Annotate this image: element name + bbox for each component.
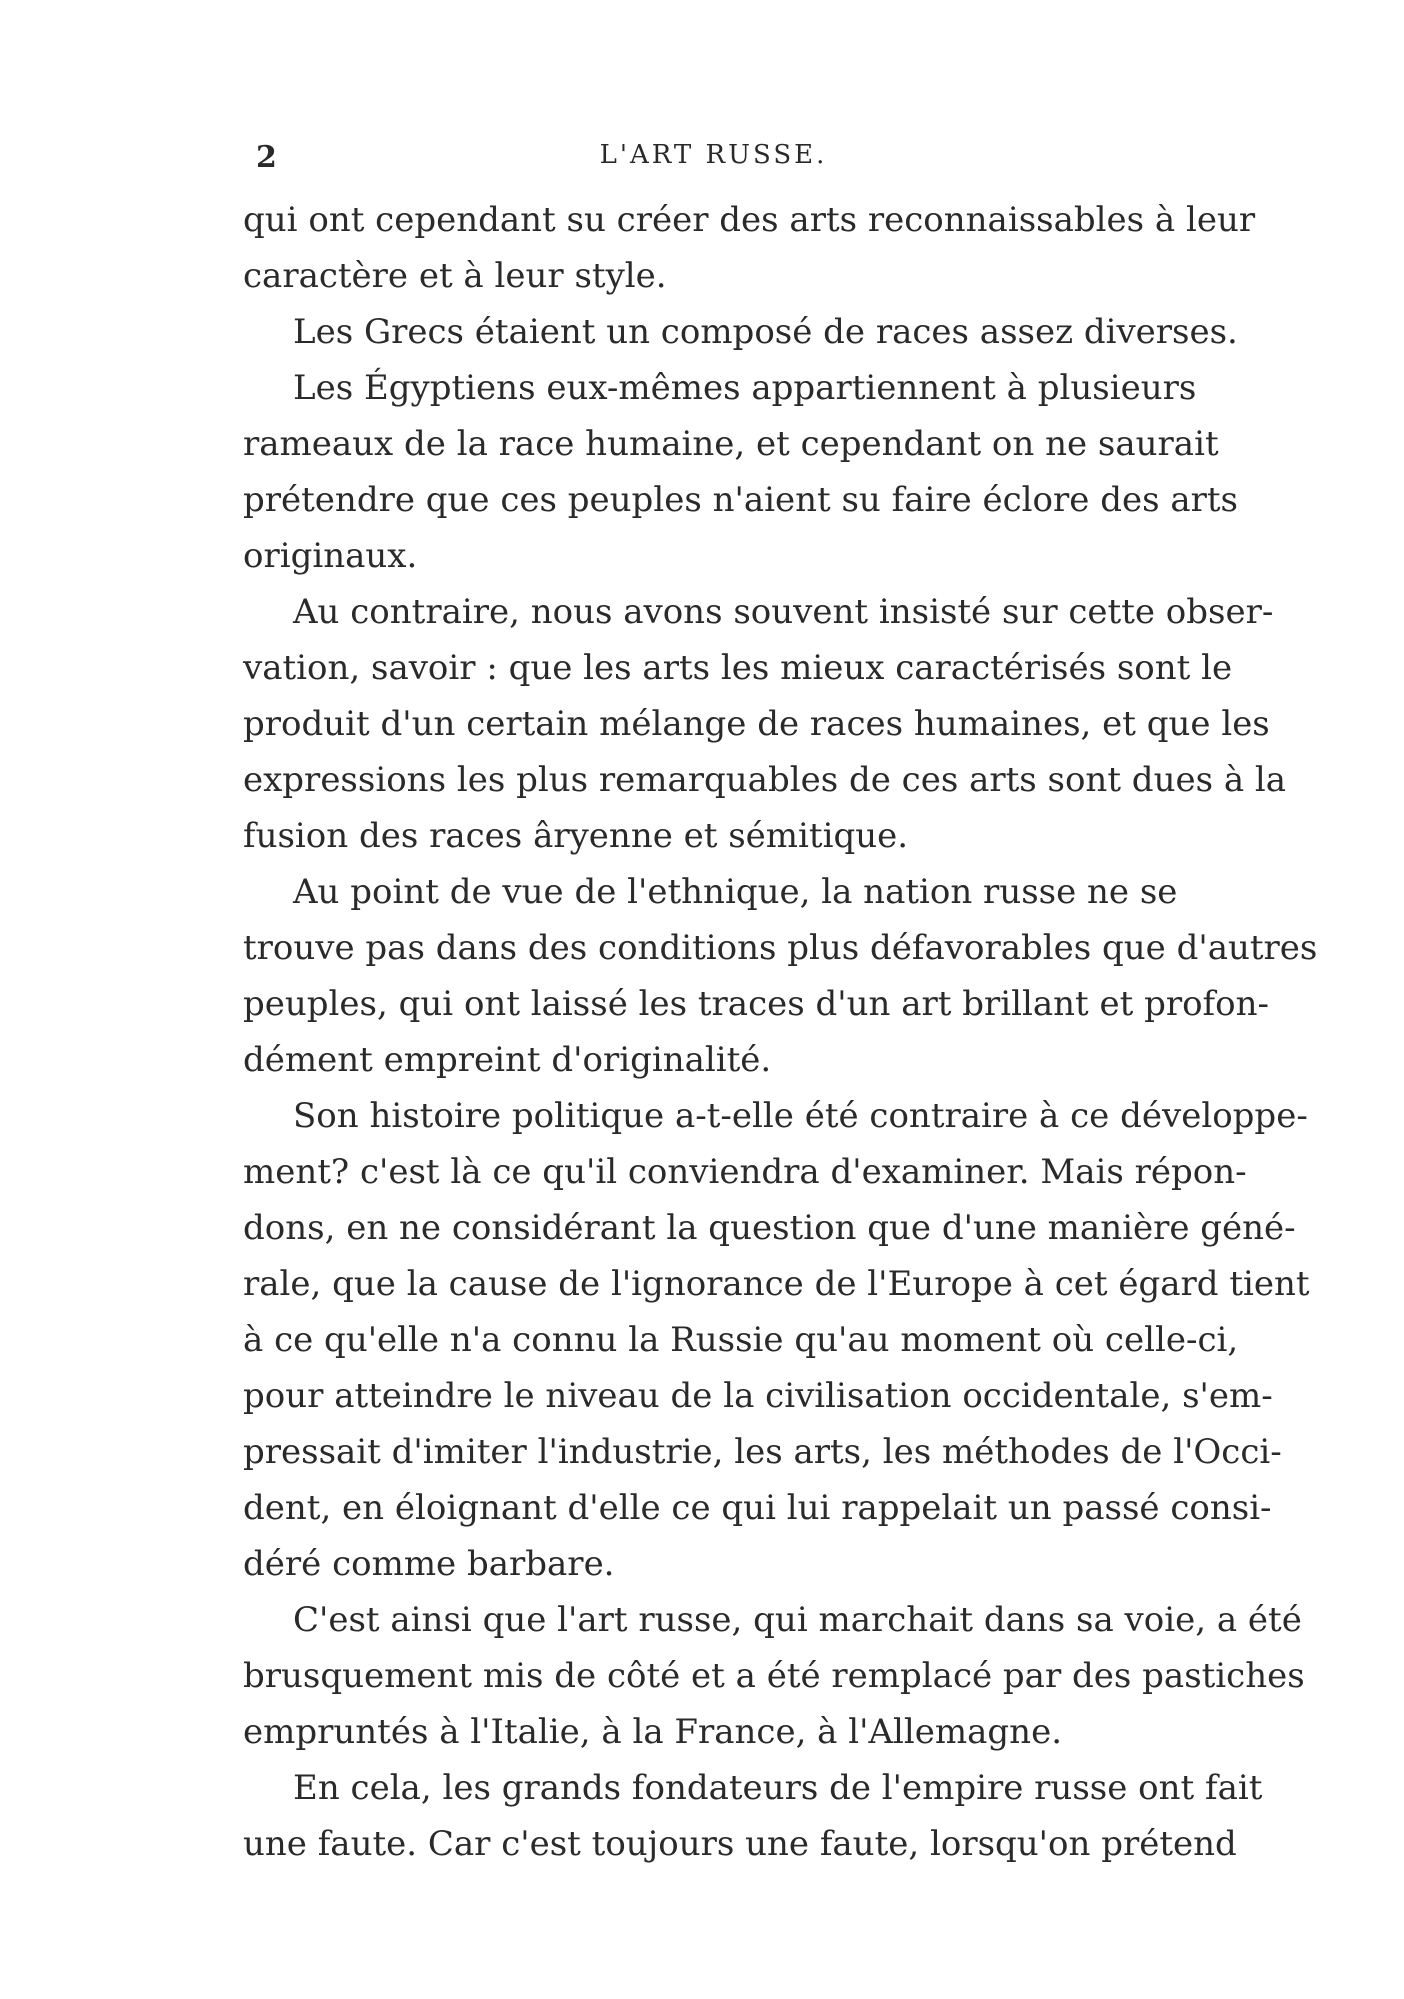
- text-line: trouve pas dans des conditions plus défavorables que d'autres: [243, 928, 1318, 968]
- text-line: pour atteindre le niveau de la civilisation occidentale, s'em-: [243, 1376, 1273, 1416]
- page-number: 2: [256, 140, 278, 175]
- text-line: rale, que la cause de l'ignorance de l'Europe à cet égard tient: [243, 1264, 1310, 1304]
- text-line: Au point de vue de l'ethnique, la nation russe ne se: [293, 872, 1178, 912]
- text-line: originaux.: [243, 536, 418, 576]
- text-line: produit d'un certain mélange de races humaines, et que les: [243, 704, 1270, 744]
- text-line: fusion des races âryenne et sémitique.: [243, 816, 909, 856]
- text-line: Les Égyptiens eux-mêmes appartiennent à plusieurs: [293, 368, 1197, 408]
- running-title: L'ART RUSSE.: [599, 140, 828, 170]
- text-line: qui ont cependant su créer des arts reconnaissables à leur: [243, 200, 1256, 240]
- text-line: dément empreint d'originalité.: [243, 1040, 772, 1080]
- text-line: caractère et à leur style.: [243, 256, 667, 296]
- text-line: peuples, qui ont laissé les traces d'un art brillant et profon-: [243, 984, 1269, 1024]
- text-line: dons, en ne considérant la question que d'une manière géné-: [243, 1208, 1296, 1248]
- text-line: empruntés à l'Italie, à la France, à l'Allemagne.: [243, 1712, 1063, 1752]
- text-line: rameaux de la race humaine, et cependant on ne saurait: [243, 424, 1219, 464]
- text-line: déré comme barbare.: [243, 1544, 615, 1584]
- text-line: brusquement mis de côté et a été remplacé par des pastiches: [243, 1656, 1305, 1696]
- text-line: Au contraire, nous avons souvent insisté sur cette obser-: [293, 592, 1274, 632]
- text-line: dent, en éloignant d'elle ce qui lui rappelait un passé consi-: [243, 1488, 1272, 1528]
- text-line: Son histoire politique a-t-elle été contraire à ce développe-: [293, 1096, 1308, 1136]
- text-line: Les Grecs étaient un composé de races assez diverses.: [293, 312, 1238, 352]
- body-text: [243, 192, 1318, 1872]
- text-line: expressions les plus remarquables de ces arts sont dues à la: [243, 760, 1287, 800]
- text-line: ment? c'est là ce qu'il conviendra d'examiner. Mais répon-: [243, 1152, 1247, 1192]
- text-line: C'est ainsi que l'art russe, qui marchait dans sa voie, a été: [293, 1600, 1302, 1640]
- text-line: prétendre que ces peuples n'aient su faire éclore des arts: [243, 480, 1238, 520]
- text-line: à ce qu'elle n'a connu la Russie qu'au moment où celle-ci,: [243, 1320, 1239, 1360]
- text-line: pressait d'imiter l'industrie, les arts, les méthodes de l'Occi-: [243, 1432, 1282, 1472]
- page-header: [256, 140, 1171, 180]
- text-line: une faute. Car c'est toujours une faute, lorsqu'on prétend: [243, 1824, 1237, 1864]
- text-line: En cela, les grands fondateurs de l'empire russe ont fait: [293, 1768, 1263, 1808]
- text-line: vation, savoir : que les arts les mieux caractérisés sont le: [243, 648, 1233, 688]
